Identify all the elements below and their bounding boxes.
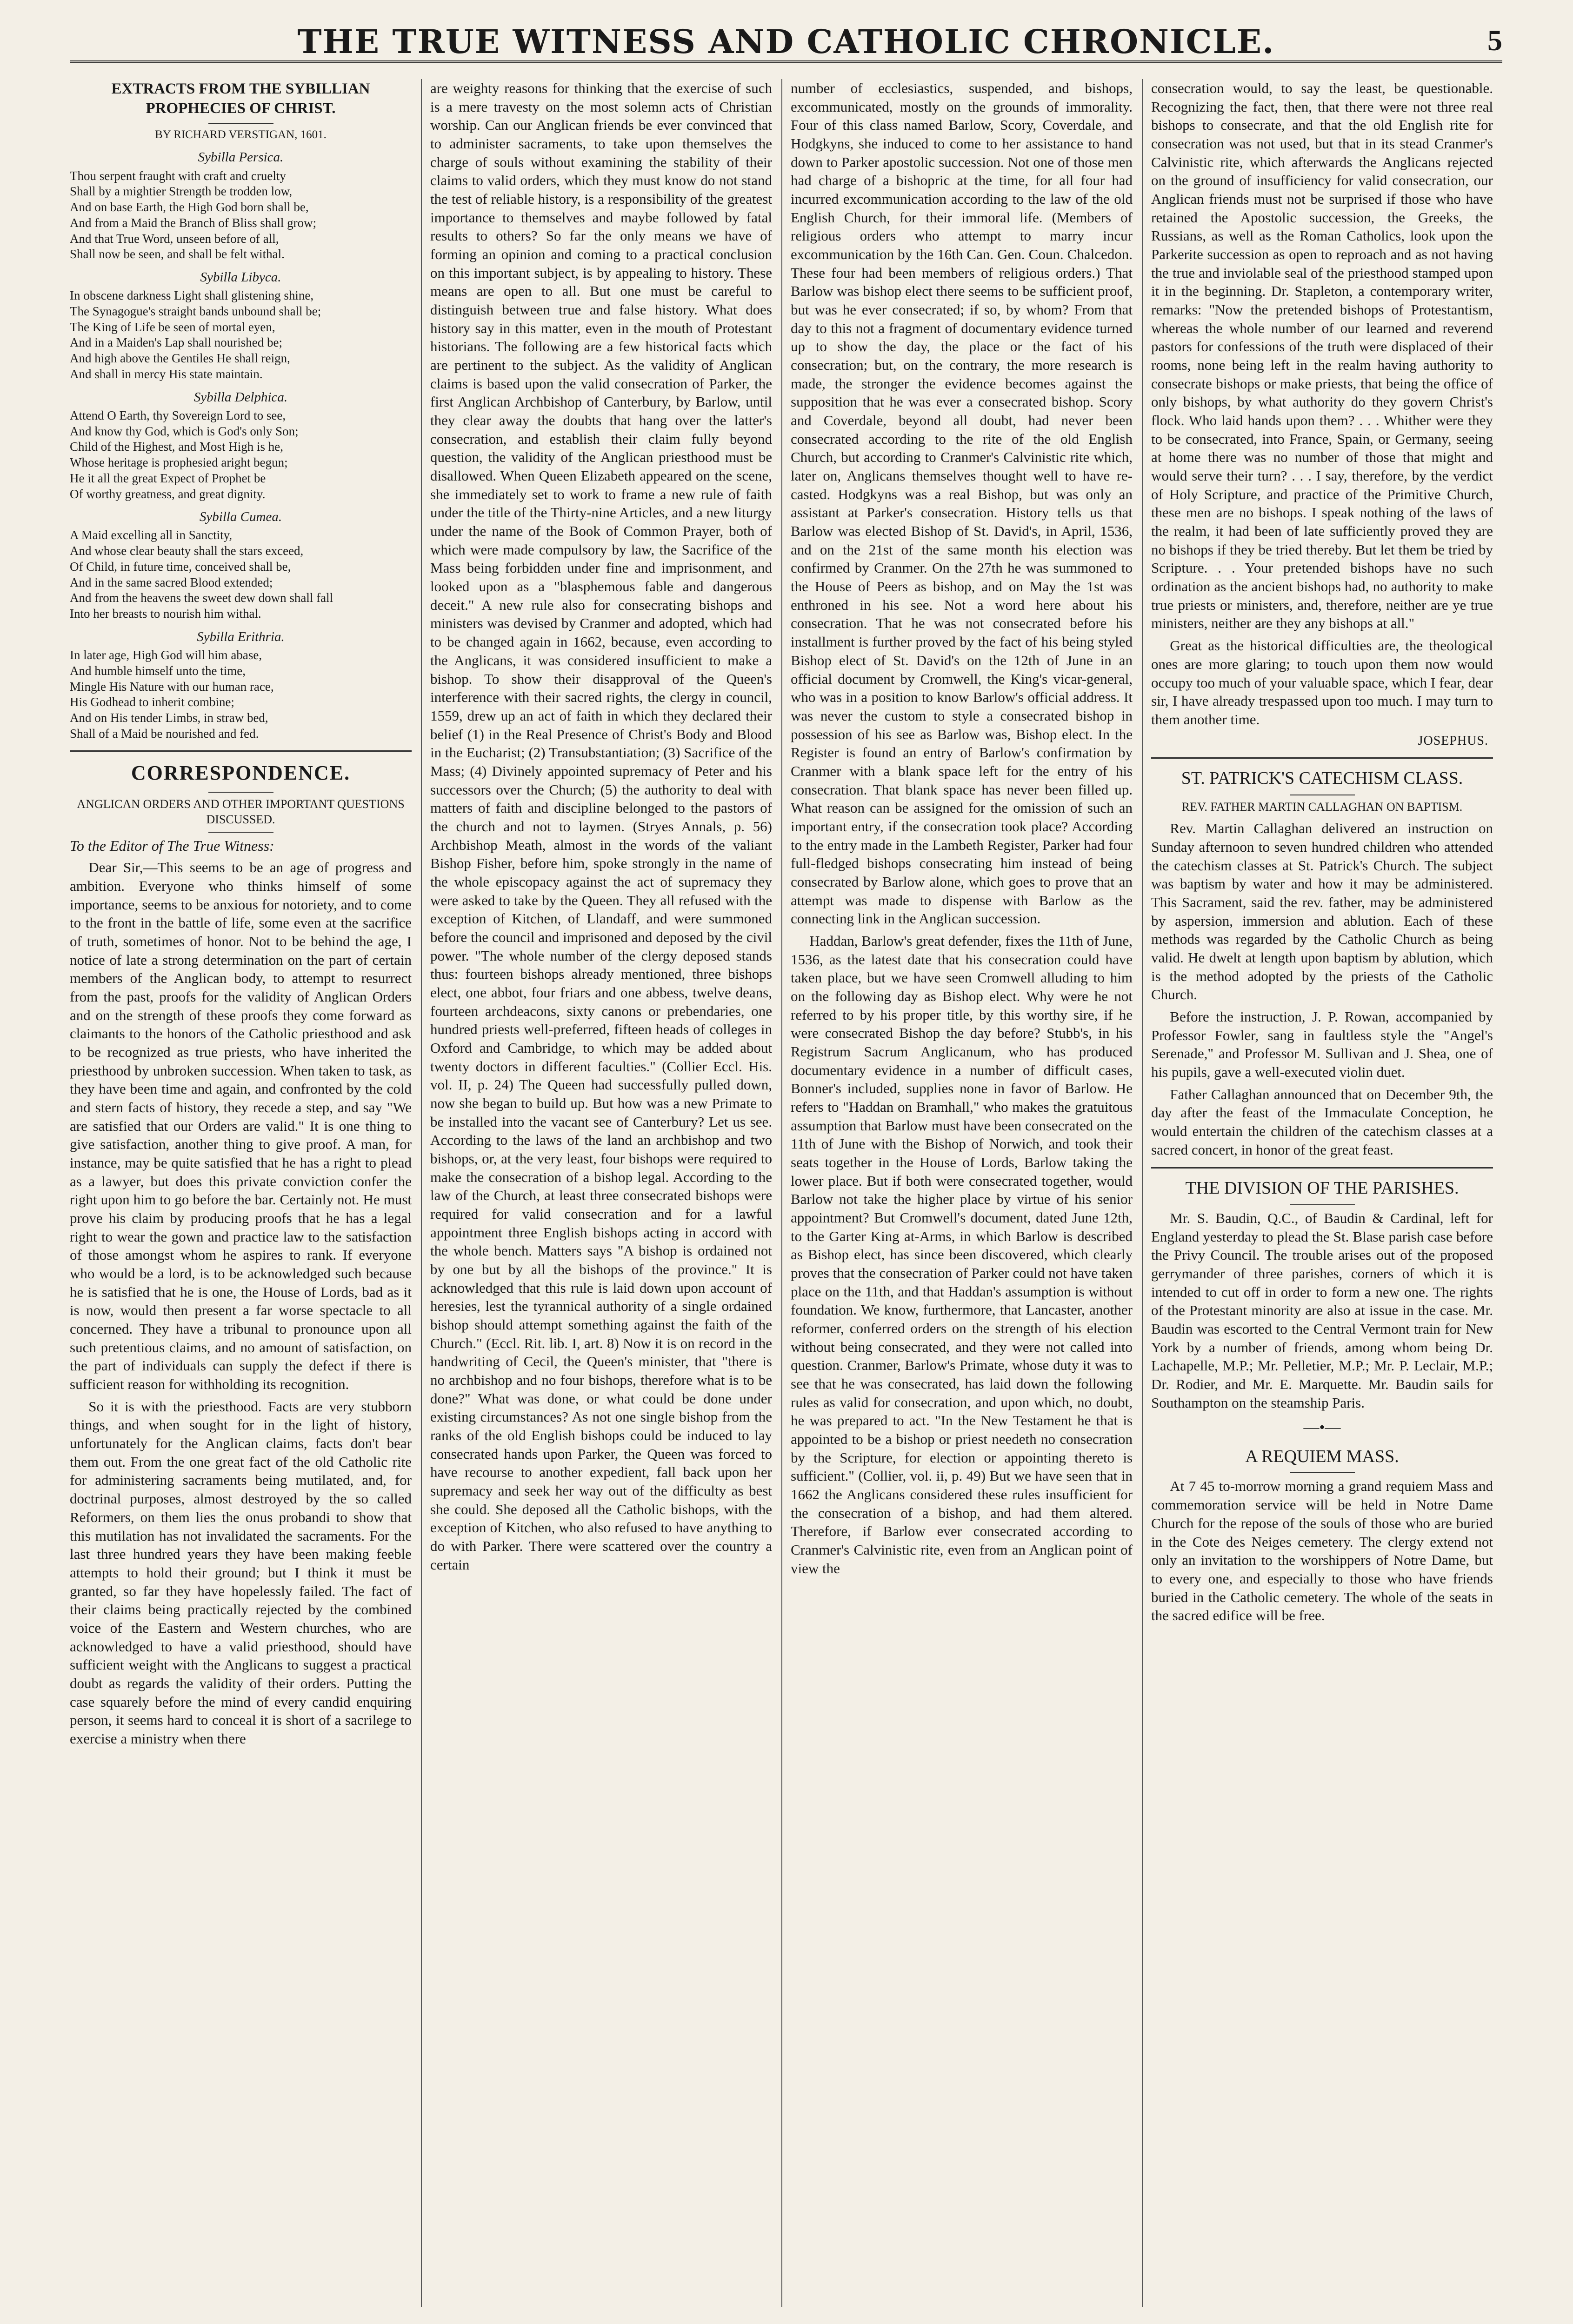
divider — [1290, 1472, 1355, 1473]
salutation: To the Editor of The True Witness: — [70, 837, 274, 855]
catechism-subhead: REV. FATHER MARTIN CALLAGHAN ON BAPTISM. — [1181, 800, 1463, 814]
sybil-name: Sybilla Delphica. — [193, 389, 288, 405]
paragraph: So it is with the priesthood. Facts are very stubborn things, and when sought for in the light of history, unfortunately for the Anglican claims, facts don't bear them out. From the one great fact of the old Catholic rite for administering sacraments being mutilated, and, for doctrinal purposes, almost destroyed by the so called Reformers, on them lies the onus probandi to show that this mutilation has not invalidated the sacraments. For the last three hundred years they have been making feeble attempts to hold their ground; but I think it must be granted, so far they have hopelessly failed. The fact of their claims being practically rejected by the combined voice of the Eastern and Western churches, who are acknowledged to have a valid priesthood, should have sufficient weight with the Anglicans to suggest a practical doubt as regards the validity of their orders. Putting the case squarely before the mind of every candid enquiring person, it seems hard to conceal it is short of a sacrilege to exercise a ministry when there — [70, 1398, 412, 1747]
divider — [1290, 1204, 1355, 1205]
verse-line: The King of Life be seen of mortal eyen, — [70, 320, 275, 334]
divider — [1151, 757, 1493, 759]
sybil-sections — [70, 149, 412, 741]
extracts-heading: EXTRACTS FROM THE SYBILLIAN PROPHECIES OF CHRIST. — [111, 80, 370, 117]
article-body — [1151, 1209, 1493, 1412]
page-number: 5 — [1487, 24, 1502, 57]
verse-line: Thou serpent fraught with craft and cruelty — [70, 168, 286, 183]
divider — [1151, 1167, 1493, 1169]
verse-line: And from a Maid the Branch of Bliss shall grow; — [70, 215, 317, 230]
verse-line: He it all the great Expect of Prophet be — [70, 471, 266, 485]
divider — [208, 792, 273, 793]
verse-line: His Godhead to inherit combine; — [70, 695, 234, 709]
verse-line: And whose clear beauty shall the stars exceed, — [70, 544, 304, 558]
verse-line: Attend O Earth, thy Sovereign Lord to see, — [70, 408, 286, 422]
column-3 — [791, 79, 1133, 2307]
verse-line: And know thy God, which is God's only Son; — [70, 424, 299, 438]
verse-line: And in a Maiden's Lap shall nourished be; — [70, 335, 283, 350]
verse-line: Whose heritage is prophesied aright begun; — [70, 455, 288, 470]
verse-line: Shall of a Maid be nourished and fed. — [70, 726, 259, 741]
parishes-heading: THE DIVISION OF THE PARISHES. — [1185, 1178, 1459, 1198]
catechism-heading: ST. PATRICK'S CATECHISM CLASS. — [1181, 768, 1463, 788]
verse-line: Mingle His Nature with our human race, — [70, 679, 274, 694]
divider — [208, 123, 273, 124]
paragraph: At 7 45 to-morrow morning a grand requiem Mass and commemoration service will be held in Notre Dame Church for the repose of the souls of those who are buried in the Cote des Neiges cemetery. The clergy extend not only an invitation to the worshippers of Notre Dame, but to every one, and especially to those who have friends buried in the Catholic cemetery. The whole of the seats in the sacred edifice will be free. — [1151, 1478, 1493, 1624]
paragraph: number of ecclesiastics, suspended, and bishops, excommunicated, mostly on the grounds of immorality. Four of this class named Barlow, Scory, Coverdale, and Hodgkyns, she induced to come to her assistance to hand down to Parker apostolic succession. Not one of those men had charge of a bishopric at the time, for all four had incurred excommunication according to the law of the old English Church, for their immoral life. (Members of religious orders who attempt to marry incur excommunication by the 16th Can. Gen. Coun. Chalcedon. These four had been members of religious orders.) That Barlow was bishop elect there seems to be sufficient proof, but was he ever consecrated; if so, by whom? From that day to this not a fragment of documentary evidence turned up to show the day, the place or the fact of his consecration; but, on the contrary, the more research is made, the stronger the evidence becomes against the supposition that he was ever a consecrated bishop. Scory and Coverdale, beyond all doubt, had never been consecrated according to the rite of the old English Church, but according to Cranmer's Calvinistic rite which, later on, Anglicans themselves thought well to have re-casted. Hodgkyns was a real Bishop, but was only an assistant at Parker's consecration. History tells us that Barlow was elected Bishop of St. David's, in April, 1536, and on the 21st of the same month his election was confirmed by Cranmer. On the 27th he was summoned to the House of Peers as bishop, and on May the 1st was enthroned in his see. Not a word here about his consecration. That he was not consecrated before his installment is further proved by the fact of his being styled Bishop elect of St. David's on the 12th of June in an official document by Cromwell, the King's vicar-general, who was in a position to know Barlow's official address. It was never the custom to style a consecrated bishop in possession of his see as Barlow was, Bishop elect. In the Register is found an entry of Barlow's confirmation by Cranmer with a blank space left for the entry of his consecration. That blank space has never been filled up. What reason can be assigned for the omission of such an important entry, if the consecration took place? According to the entry made in the Lambeth Register, Parker had four full-fledged bishops consecrating him instead of being consecrated by Barlow alone, which goes to prove that an attempt was made to dispense with Barlow as the connecting link in the Anglican succession. — [791, 80, 1133, 927]
verse-line: And in the same sacred Blood extended; — [70, 575, 273, 589]
verse-line: Into her breasts to nourish him withal. — [70, 607, 261, 621]
article-body — [1151, 819, 1493, 1159]
paragraph: are weighty reasons for thinking that the exercise of such is a mere travesty on the most solemn acts of Christian worship. Can our Anglican friends be ever convinced that to administer sacraments, to take upon themselves the charge of souls without examining the stability of their claims to valid orders, which they must know do not stand the test of reliable history, is a responsibility of the greatest importance to themselves and maybe followed by fatal results to others? So far the only means we have of forming an opinion and coming to a practical conclusion on this important subject, is by appealing to history. These means are open to all. But one must be careful to distinguish between true and false history. What does history say in this matter, even in the mouth of Protestant historians. The following are a few historical facts which are pertinent to the subject. As the validity of Anglican claims is based upon the valid consecration of Parker, the first Anglican Archbishop of Canterbury, by Barlow, until they clear away the doubts that hang over the latter's consecration, and establish their claim fully beyond question, the validity of the Anglican priesthood must be disallowed. When Queen Elizabeth appeared on the scene, she immediately set to work to frame a new rule of faith under the title of the Thirty-nine Articles, and a new liturgy under the name of the Book of Common Prayer, both of which were made compulsory by law, the Sacrifice of the Mass being forbidden under fine and imprisonment, and looked upon as a "blasphemous fable and dangerous deceit." A new rule also for consecrating bishops and ministers was devised by Cranmer and adopted, which had to be changed again in 1662, because, even according to the Anglicans, it was considered insufficient to make a bishop. To show their disapproval of the Queen's interference with their sacred rights, the clergy in council, 1559, drew up an act of faith in which they declared their belief (1) in the Real Presence of Christ's Body and Blood in the Eucharist; (2) Transubstantiation; (3) Sacrifice of the Mass; (4) Divinely appointed supremacy of Peter and his successors over the Church; (5) the authority to deal with matters of faith and discipline belonged to the pastors of the church and not to laymen. (Stryes Annals, p. 56) Archbishop Meath, almost in the words of the valiant Bishop Fisher, before him, spoke strongly in the name of the whole episcopacy against the act of supremacy they were asked to take by the Queen. They all refused with the exception of Kitchen, of Llandaff, and were summoned before the council and imprisoned and deposed by the civil power. "The whole number of the clergy deposed stands thus: fourteen bishops already mentioned, three bishops elect, one abbot, four friars and one abbess, twelve deans, fourteen archdeacons, sixty canons or prebendaries, one hundred priests well-preferred, fifteen heads of colleges in Oxford and Cambridge, to which may be added about twenty doctors in different faculties." (Collier Eccl. His. vol. II, p. 24) The Queen had successfully pulled down, now she began to build up. But how was a new Primate to be installed into the vacant see of Canterbury? Let us see. According to the laws of the land an archbishop and two bishops, or, at the very least, four bishops were required to make the consecration of a bishop legal. According to the law of the Church, at least three consecrated bishops were required for valid consecration and for a lawful appointment three English bishops acting in accord with the whole bench. Matters says "A bishop is ordained not by one but by all the bishops of the province." It is acknowledged that this rule is laid down upon account of heresies, lest the tyrannical authority of a single ordained bishop should attempt something against the faith of the Church." (Eccl. Rit. lib. I, art. 8) Now it is on record in the handwriting of Cecil, the Queen's minister, that "there is no archbishop and no four bishops, therefore what is to be done?" What was done, or what could be done under existing circumstances? As not one single bishop from the ranks of the old English bishops could be induced to lay consecrated hands upon Parker, the Queen was forced to have recourse to another expedient, fall back upon her supremacy and seek her way out of the difficulty as best she could. She deposed all the Catholic bishops, with the exception of Kitchen, who also refused to have anything to do with Parker. There were scattered over the country a certain — [430, 80, 772, 1573]
column-2 — [430, 79, 772, 2307]
article-body — [1151, 79, 1493, 729]
verse-line: Of Child, in future time, conceived shall be, — [70, 559, 291, 574]
column-rule — [1142, 79, 1143, 2307]
paragraph: Rev. Martin Callaghan delivered an instruction on Sunday afternoon to seven hundred children who attended the catechism classes at St. Patrick's Church. The subject was baptism by water and how it may be administered. This Sacrament, said the rev. father, may be administered by aspersion, immersion and ablution. Each of these methods was regarded by the Catholic Church as being valid. He dwelt at length upon baptism by ablution, which is the method adopted by the priests of the Catholic Church. — [1151, 820, 1493, 1003]
verse-line: In later age, High God will him abase, — [70, 648, 262, 662]
verse-line: A Maid excelling all in Sanctity, — [70, 528, 233, 542]
column-4 — [1151, 79, 1493, 2307]
paragraph: Great as the historical difficulties are, the theological ones are more glaring; to touch upon them now would occupy too much of your valuable space, which I fear, dear sir, I have already trespassed upon too much. I may turn to them another time. — [1151, 637, 1493, 728]
verse-line: Shall now be seen, and shall be felt withal. — [70, 247, 285, 261]
sybil-name: Sybilla Libyca. — [200, 270, 281, 285]
ornament-divider: —•— — [1303, 1419, 1341, 1436]
paragraph: Mr. S. Baudin, Q.C., of Baudin & Cardinal, left for England yesterday to plead the St. Blase parish case before the Privy Council. The trouble arises out of the proposed gerrymander of three parishes, corners of which it is intended to cut off in order to form a new one. The rights of the Protestant minority are also at issue in the case. Mr. Baudin was escorted to the Central Vermont train for New York by a number of friends, among whom being Dr. Lachapelle, M.P.; Mr. Pelletier, M.P.; Mr. P. Leclair, M.P.; Dr. Rodier, and Mr. E. Marquette. Mr. Baudin sails for Southampton on the steamship Paris. — [1151, 1209, 1493, 1411]
verse-line: And on His tender Limbs, in straw bed, — [70, 711, 268, 725]
verse-line: And shall in mercy His state maintain. — [70, 367, 263, 381]
column-rule — [421, 79, 422, 2307]
divider — [70, 750, 412, 752]
verse-line: And that True Word, unseen before of all, — [70, 231, 279, 246]
verse-block — [70, 408, 412, 502]
verse-line: And humble himself unto the time, — [70, 663, 246, 678]
newspaper-title: THE TRUE WITNESS AND CATHOLIC CHRONICLE. — [297, 22, 1275, 61]
extracts-byline: BY RICHARD VERSTIGAN, 1601. — [155, 128, 327, 141]
article-body — [430, 79, 772, 1574]
verse-line: And on base Earth, the High God born shall be, — [70, 200, 309, 214]
sybil-name: Sybilla Cumea. — [199, 509, 282, 525]
article-body — [1151, 1477, 1493, 1624]
verse-block — [70, 288, 412, 382]
requiem-heading: A REQUIEM MASS. — [1245, 1446, 1399, 1466]
article-body — [791, 79, 1133, 1577]
verse-block — [70, 168, 412, 263]
paragraph: Father Callaghan announced that on December 9th, the day after the feast of the Immaculate Conception, he would entertain the children of the catechism classes at a sacred concert, in honor of the great feast. — [1151, 1086, 1493, 1158]
signature: JOSEPHUS. — [1418, 733, 1488, 748]
column-1 — [70, 79, 412, 2307]
masthead — [70, 19, 1502, 63]
verse-line: Of worthy greatness, and great dignity. — [70, 487, 266, 501]
sybil-name: Sybilla Erithria. — [197, 629, 285, 644]
correspondence-heading: CORRESPONDENCE. — [131, 761, 351, 784]
divider — [208, 832, 273, 833]
article-body — [70, 858, 412, 1748]
verse-block — [70, 528, 412, 622]
verse-line: Child of the Highest, and Most High is he, — [70, 440, 283, 454]
verse-line: The Synagogue's straight bands unbound shall be; — [70, 304, 321, 318]
verse-block — [70, 648, 412, 742]
sybil-name: Sybilla Persica. — [198, 150, 284, 165]
column-rule — [781, 79, 782, 2307]
paragraph: Haddan, Barlow's great defender, fixes the 11th of June, 1536, as the latest date that his consecration could have taken place, but we have seen Cromwell alluding to him on the following day as Bishop elect. Why were he not referred to by his proper title, by this worthy sire, if he were consecrated Bishop the day before? Stubb's, in his Registrum Sacrum Anglicanum, who has produced documentary evidence in a number of difficult cases, Bonner's included, supplies none in favor of Barlow. He refers to "Haddan on Bramhall," who makes the gratuitous assumption that Barlow must have been consecrated on the 11th of June with the Bishop of Norwich, and took their seats together in the House of Lords, Barlow taking the lower place. But if both were consecrated together, would Barlow not take the higher place by virtue of his senior appointment? But Cromwell's document, dated June 12th, to the Garter King at-Arms, in which Barlow is described as Bishop elect, has since been discovered, which clearly proves that the consecration of Parker could not have taken place on the 11th, and that Haddan's assumption is without foundation. We know, furthermore, that Lancaster, another reformer, conferred orders on the strength of his election without being consecrated, and they were not called into question. Cranmer, Barlow's Primate, whose duty it was to see that he was consecrated, has laid down the following rules as valid for consecration, and upon which, no doubt, he was prepared to act. "In the New Testament he that is appointed to be a bishop or priest needeth no consecration by the Scripture, for election or appointing thereto is sufficient." (Collier, vol. ii, p. 49) But we have seen that in 1662 the Anglicans considered these rules insufficient for the consecration of a bishop, and had them altered. Therefore, if Barlow ever consecrated according to Cranmer's Calvinistic rite, even from an Anglican point of view the — [791, 932, 1133, 1576]
verse-line: And from the heavens the sweet dew down shall fall — [70, 591, 333, 605]
paragraph: consecration would, to say the least, be questionable. Recognizing the fact, then, that there were not three real bishops to consecrate, and that the old English rite for consecration was not used, but that in its stead Cranmer's Calvinistic rite, which afterwards the Anglicans rejected on the ground of insufficiency for valid consecration, our Anglican friends must not be surprised if those who have retained the Apostolic succession, the Greeks, the Russians, as well as the Roman Catholics, look upon the Parkerite succession as open to reproach and as not having the true and inviolable seal of the priesthood stamped upon it in the beginning. Dr. Stapleton, a contemporary writer, remarks: "Now the pretended bishops of Protestantism, whereas the whole number of our learned and reverend pastors for confessions of the truth were displaced of their rooms, none being left in the realm having authority to consecrate bishops or make priests, that being the office of only bishops, by what authority do they govern Christ's flock. Who laid hands upon them? . . . Whither were they to be consecrated, into France, Spain, or Germany, seeing at home there was no number of those that might and would serve their turn? . . . I say, therefore, by the verdict of Holy Scripture, and practice of the Primitive Church, these men are no bishops. I speak nothing of the laws of the realm, it had been of late sufficiently proved they are no bishops if they be tried thereby. But let them be tried by Scripture. . . Your pretended bishops have no such ordination as the ancient bishops had, no authority to make true priests or ministers, and, therefore, neither are ye true ministers, neither are they any bishops at all." — [1151, 80, 1493, 632]
verse-line: Shall by a mightier Strength be trodden low, — [70, 184, 293, 199]
verse-line: And high above the Gentiles He shall reign, — [70, 351, 290, 366]
paragraph: Dear Sir,—This seems to be an age of progress and ambition. Everyone who thinks himself of some importance, seems to be anxious for notoriety, and to come to the front in the battle of life, some even at the sacrifice of truth, sometimes of honor. Not to be behind the age, I notice of late a strong determination on the part of certain members of the Anglican body, to attempt to resurrect from the past, proofs for the validity of Anglican Orders and on the strength of these proofs they come forward as claimants to the honors of the Catholic priesthood and ask to be recognized as true priests, who have inherited the priesthood by unbroken succession. When taken to task, as they have been time and again, and confronted by the cold and stern facts of history, they recede a step, and say "We are satisfied that our Orders are valid." It is one thing to give satisfaction, another thing to give proof. A man, for instance, may be quite satisfied that he has a right to plead as a lawyer, but does this private conviction confer the right upon him to go before the bar. Certainly not. He must prove his claim by producing proofs that he has a legal right to wear the gown and practice law to the satisfaction of those amongst whom he aspires to rank. If everyone who would be a lord, is to be acknowledged such because he is satisfied that he is one, the House of Lords, bad as it is now, would then present a far worse spectacle to all concerned. They have a tribunal to pronounce upon all such pretentious claims, and no amount of satisfaction, on the part of individuals can supply the defect if there is sufficient reason for withholding its recognition. — [70, 859, 412, 1393]
correspondence-subhead: ANGLICAN ORDERS AND OTHER IMPORTANT QUESTIONS DISCUSSED. — [77, 797, 405, 827]
paragraph: Before the instruction, J. P. Rowan, accompanied by Professor Fowler, sang in faultless style the "Angel's Serenade," and Professor M. Sullivan and J. Shea, one of his pupils, gave a well-executed violin duet. — [1151, 1008, 1493, 1080]
verse-line: In obscene darkness Light shall glistening shine, — [70, 288, 314, 303]
